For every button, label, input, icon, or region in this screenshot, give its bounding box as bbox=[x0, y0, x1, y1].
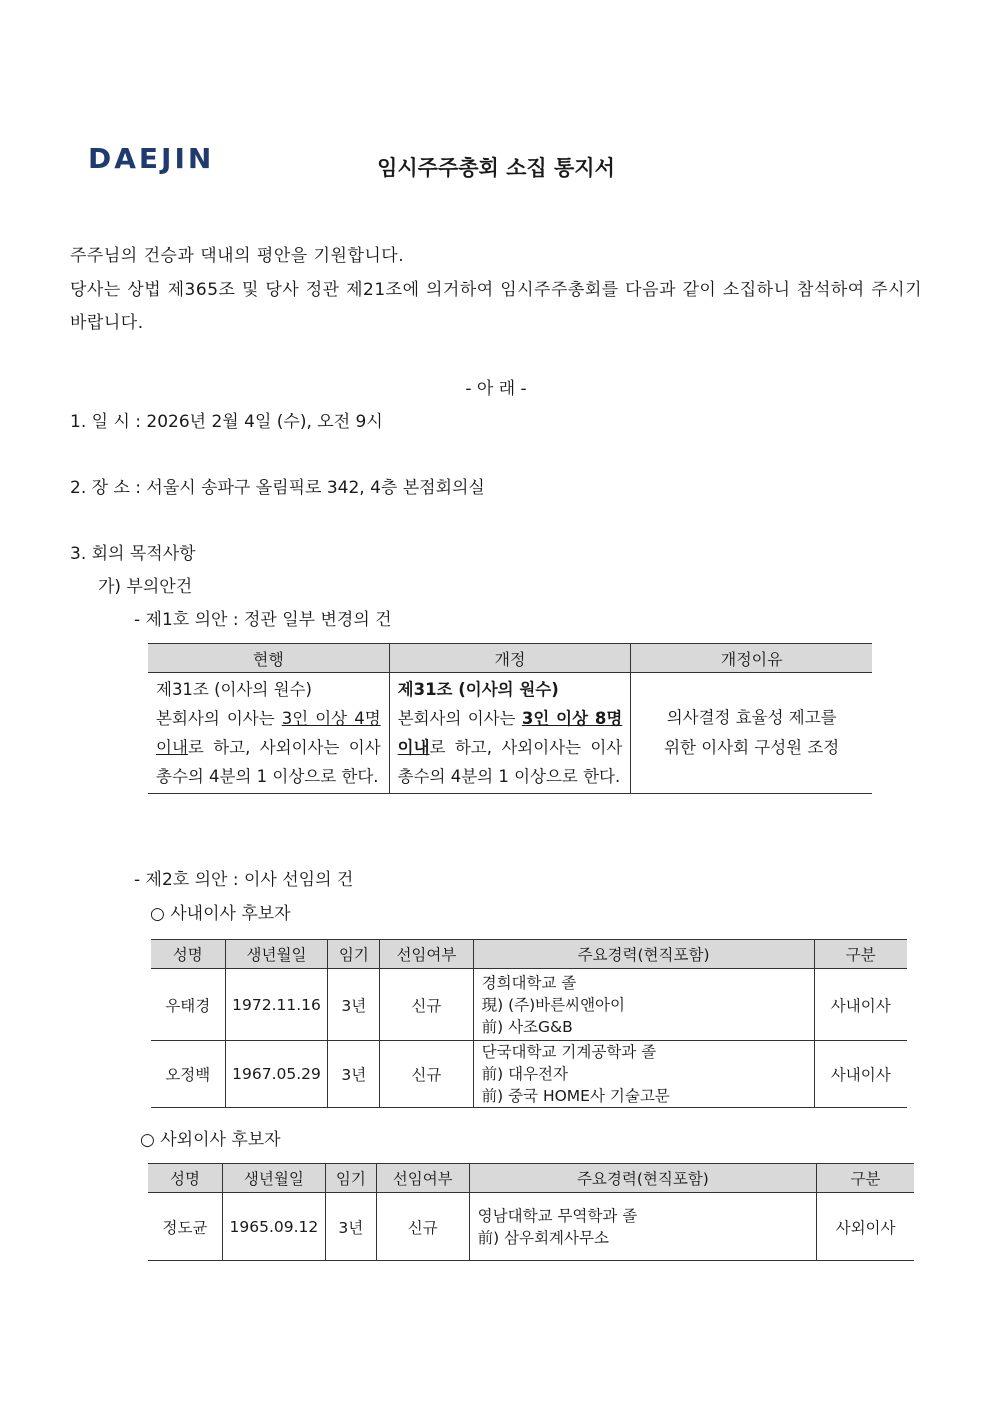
col-career: 주요경력(현직포함) bbox=[469, 1164, 816, 1193]
candidate-career bbox=[473, 969, 814, 1041]
revised-text bbox=[398, 704, 623, 791]
header-revised: 개정 bbox=[389, 644, 631, 673]
col-type: 구분 bbox=[817, 1164, 914, 1193]
career-line: 現) (주)바른씨앤아이 bbox=[481, 995, 625, 1014]
col-type: 구분 bbox=[814, 940, 907, 969]
current-text bbox=[156, 704, 381, 791]
candidate-birth: 1965.09.12 bbox=[222, 1193, 325, 1261]
career-line: 前) 사조G&B bbox=[481, 1017, 573, 1036]
col-term: 임기 bbox=[328, 940, 380, 969]
reason-line-2: 위한 이사회 구성원 조정 bbox=[664, 738, 840, 757]
agenda-label: 가) 부의안건 bbox=[98, 577, 193, 597]
career-line: 단국대학교 기계공학과 졸 bbox=[481, 1043, 657, 1061]
candidate-name: 정도균 bbox=[148, 1193, 222, 1261]
col-birth: 생년월일 bbox=[225, 940, 328, 969]
company-logo: DAEJIN bbox=[88, 142, 215, 175]
candidate-type: 사내이사 bbox=[814, 1041, 907, 1108]
outside-director-table bbox=[148, 1163, 914, 1261]
revised-text-pre: 본회사의 이사는 bbox=[397, 709, 522, 728]
col-status: 선임여부 bbox=[376, 1164, 469, 1193]
header-reason: 개정이유 bbox=[631, 644, 872, 673]
revised-heading: 제31조 (이사의 원수) bbox=[397, 680, 559, 699]
inside-director-table bbox=[151, 939, 907, 1108]
col-name: 성명 bbox=[148, 1164, 222, 1193]
page-title: 임시주주총회 소집 통지서 bbox=[377, 156, 615, 180]
career-line: 영남대학교 무역학과 졸 bbox=[477, 1206, 638, 1225]
reason-cell bbox=[631, 673, 872, 794]
candidate-term: 3년 bbox=[328, 1041, 380, 1108]
candidate-status: 신규 bbox=[376, 1193, 469, 1261]
candidate-type: 사외이사 bbox=[817, 1193, 914, 1261]
candidate-career bbox=[469, 1193, 816, 1261]
amendment-header-row bbox=[148, 644, 872, 673]
revised-text-post: 로 하고, 사외이사는 이사총수의 4분의 1 이상으로 한다. bbox=[397, 738, 623, 786]
candidate-birth: 1972.11.16 bbox=[225, 969, 328, 1041]
amendment-row bbox=[148, 673, 872, 794]
candidate-term: 3년 bbox=[328, 969, 380, 1041]
col-name: 성명 bbox=[151, 940, 225, 969]
col-career: 주요경력(현직포함) bbox=[473, 940, 814, 969]
candidate-career bbox=[473, 1041, 814, 1108]
col-status: 선임여부 bbox=[380, 940, 473, 969]
meeting-purpose: 3. 회의 목적사항 bbox=[70, 544, 196, 564]
candidate-status: 신규 bbox=[380, 1041, 473, 1108]
agenda1-title: - 제1호 의안 : 정관 일부 변경의 건 bbox=[134, 610, 392, 630]
greeting-line-2: 당사는 상법 제365조 및 당사 정관 제21조에 의거하여 임시주주총회를 다음과 같이 소집하니 참석하여 주시기 바랍니다. bbox=[70, 280, 922, 333]
revised-cell bbox=[389, 673, 631, 794]
career-line: 前) 삼우회계사무소 bbox=[477, 1228, 609, 1247]
career-line: 경희대학교 졸 bbox=[481, 973, 577, 992]
outside-header-row bbox=[148, 1164, 914, 1193]
candidate-name: 오정백 bbox=[151, 1041, 225, 1108]
candidate-name: 우태경 bbox=[151, 969, 225, 1041]
meeting-place: 2. 장 소 : 서울시 송파구 올림픽로 342, 4층 본점회의실 bbox=[70, 478, 485, 498]
career-line: 前) 대우전자 bbox=[481, 1065, 568, 1083]
career-line: 前) 중국 HOME사 기술고문 bbox=[481, 1087, 670, 1105]
inside-director-label: ○ 사내이사 후보자 bbox=[150, 904, 291, 924]
header-current: 현행 bbox=[148, 644, 389, 673]
candidate-type: 사내이사 bbox=[814, 969, 907, 1041]
revised-text-underline: 3인 이상 8명 이내 bbox=[397, 709, 623, 757]
current-heading: 제31조 (이사의 원수) bbox=[156, 680, 312, 699]
table-row bbox=[151, 969, 907, 1041]
current-cell bbox=[148, 673, 389, 794]
col-birth: 생년월일 bbox=[222, 1164, 325, 1193]
current-text-underline: 3인 이상 4명 이내 bbox=[156, 709, 381, 757]
meeting-date: 1. 일 시 : 2026년 2월 4일 (수), 오전 9시 bbox=[70, 412, 383, 432]
greeting-line-1: 주주님의 건승과 댁내의 평안을 기원합니다. bbox=[70, 246, 405, 266]
col-term: 임기 bbox=[325, 1164, 376, 1193]
amendment-table bbox=[148, 643, 872, 794]
current-text-pre: 본회사의 이사는 bbox=[156, 709, 282, 728]
inside-header-row bbox=[151, 940, 907, 969]
section-heading: - 아 래 - bbox=[465, 379, 527, 399]
table-row bbox=[148, 1193, 914, 1261]
candidate-birth: 1967.05.29 bbox=[225, 1041, 328, 1108]
candidate-status: 신규 bbox=[380, 969, 473, 1041]
reason-line-1: 의사결정 효율성 제고를 bbox=[666, 708, 837, 727]
candidate-term: 3년 bbox=[325, 1193, 376, 1261]
current-text-post: 로 하고, 사외이사는 이사총수의 4분의 1 이상으로 한다. bbox=[156, 738, 381, 786]
table-row bbox=[151, 1041, 907, 1108]
outside-director-label: ○ 사외이사 후보자 bbox=[140, 1130, 281, 1150]
agenda2-title: - 제2호 의안 : 이사 선임의 건 bbox=[134, 870, 354, 890]
